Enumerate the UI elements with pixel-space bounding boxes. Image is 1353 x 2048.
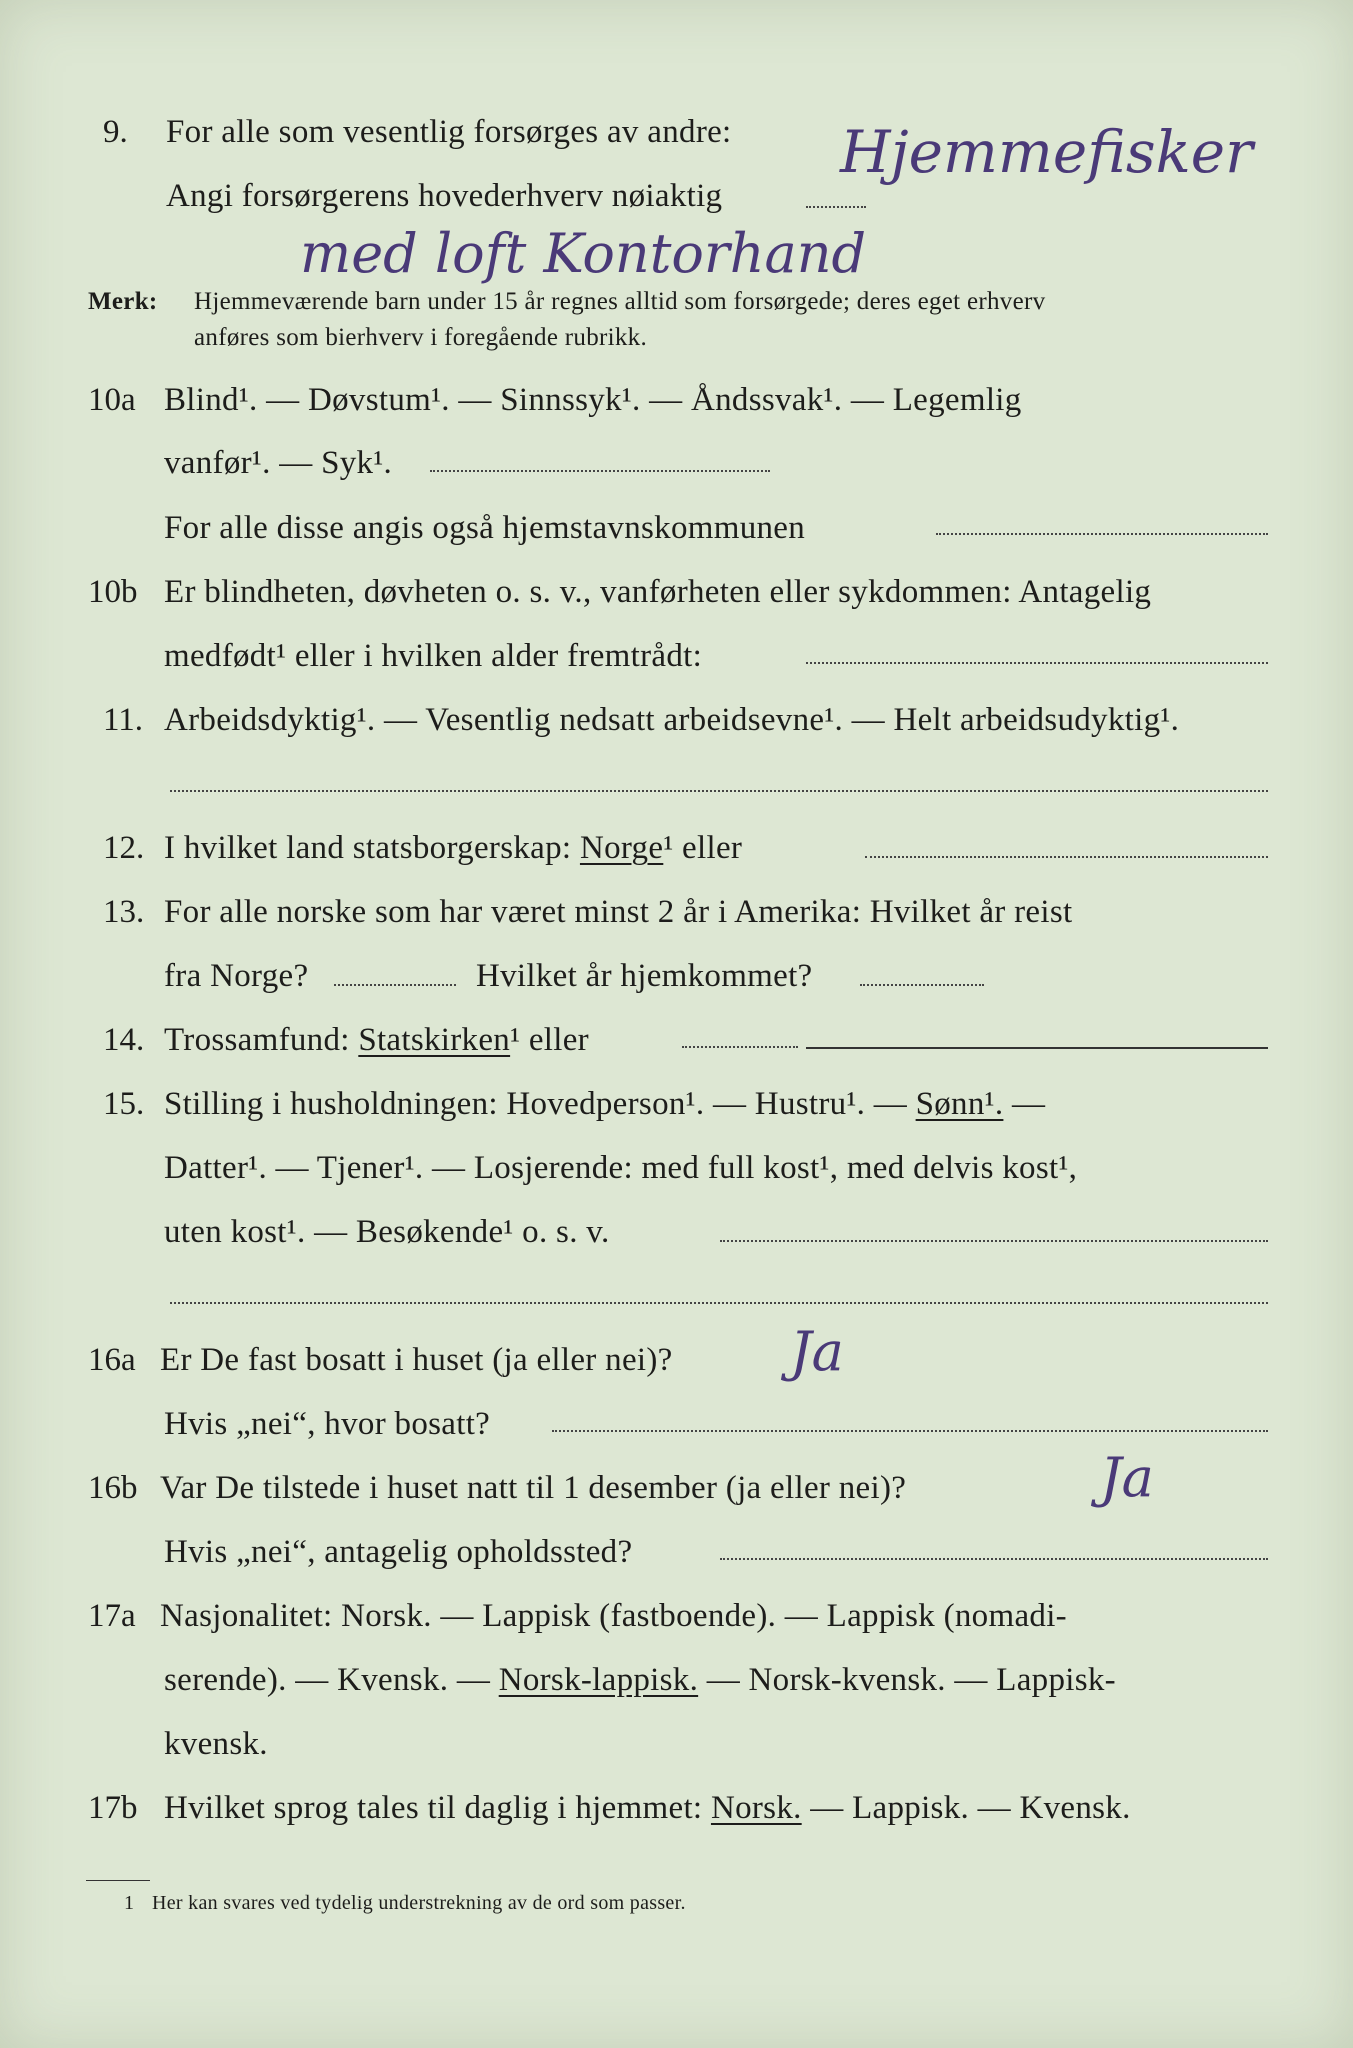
answer-line: [170, 790, 1268, 792]
note-line-1: Hjemmeværende barn under 15 år regnes alltid som forsørgede; deres eget erhverv: [194, 288, 1046, 315]
question-number: 12.: [103, 830, 145, 866]
q17a-line-3: kvensk.: [164, 1726, 268, 1762]
question-number: 17a: [88, 1598, 136, 1634]
q16b-line-1: Var De tilstede i huset natt til 1 desember (ja eller nei)?: [160, 1470, 907, 1506]
answer-line: [865, 856, 1268, 858]
q10a-line-1: Blind¹. — Døvstum¹. — Sinnssyk¹. — Åndssvak¹. — Legemlig: [164, 382, 1022, 418]
q10a-line-2: vanfør¹. — Syk¹.: [164, 445, 393, 481]
answer-line: [430, 470, 770, 472]
q10a-line-3: For alle disse angis også hjemstavnskommunen: [164, 510, 806, 546]
answer-line: [682, 1046, 798, 1048]
answer-line: [806, 1047, 1268, 1049]
note-line-2: anføres som bierhverv i foregående rubrikk.: [194, 324, 648, 351]
handwritten-answer: Ja: [1100, 1446, 1154, 1509]
question-number: 13.: [103, 894, 145, 930]
answer-line: [860, 984, 984, 986]
q16a-line-1: Er De fast bosatt i huset (ja eller nei)?: [160, 1342, 673, 1378]
q17b-suffix: — Lappisk. — Kvensk.: [810, 1790, 1131, 1826]
answer-line: [806, 206, 866, 208]
footnote-mark: 1: [124, 1892, 135, 1914]
question-number: 14.: [103, 1022, 145, 1058]
q9-line-2: Angi forsørgerens hovederhverv nøiaktig: [166, 178, 723, 214]
q17a-line-2: [164, 1660, 1116, 1700]
option-norge: Norge: [579, 830, 664, 866]
q10b-line-2: medfødt¹ eller i hvilken alder fremtrådt:: [164, 638, 703, 674]
q15-line-1: [164, 1084, 1045, 1124]
question-number: 16a: [88, 1342, 136, 1378]
q15-line-1a: Stilling i husholdningen: Hovedperson¹. — Hustru¹. —: [164, 1086, 908, 1122]
answer-line: [806, 662, 1268, 664]
question-number: 16b: [88, 1470, 138, 1506]
q15-line-1b: —: [1011, 1086, 1046, 1122]
q12-suffix: ¹ eller: [663, 830, 743, 866]
q16b-line-2: Hvis „nei“, antagelig opholdssted?: [164, 1534, 633, 1570]
q11-line-1: Arbeidsdyktig¹. — Vesentlig nedsatt arbeidsevne¹. — Helt arbeidsudyktig¹.: [164, 702, 1180, 738]
q17b-prefix: Hvilket sprog tales til daglig i hjemmet:: [164, 1790, 703, 1826]
handwritten-answer: Ja: [790, 1320, 844, 1383]
answer-line: [720, 1240, 1268, 1242]
question-number: 10a: [88, 382, 136, 418]
option-norsk: Norsk.: [710, 1790, 802, 1826]
question-number: 15.: [103, 1086, 145, 1122]
footnote-text: Her kan svares ved tydelig understrekning av de ord som passer.: [152, 1892, 686, 1914]
q12-prefix: I hvilket land statsborgerskap:: [164, 830, 572, 866]
q12-text: [164, 828, 742, 868]
footnote-divider: [86, 1880, 150, 1881]
answer-line: [720, 1558, 1268, 1560]
option-norsk-lappisk: Norsk-lappisk.: [498, 1662, 699, 1698]
q14-suffix: ¹ eller: [510, 1022, 589, 1058]
q16a-line-2: Hvis „nei“, hvor bosatt?: [164, 1406, 491, 1442]
q10b-line-1: Er blindheten, døvheten o. s. v., vanførheten eller sykdommen: Antagelig: [164, 574, 1152, 610]
option-statskirken: Statskirken: [358, 1022, 511, 1058]
q15-line-2: Datter¹. — Tjener¹. — Losjerende: med full kost¹, med delvis kost¹,: [164, 1150, 1078, 1186]
q17a-line-2b: — Norsk-kvensk. — Lappisk-: [706, 1662, 1116, 1698]
note-label: Merk:: [88, 288, 158, 315]
q14-text: [164, 1020, 589, 1060]
question-number: 9.: [103, 114, 128, 150]
question-number: 11.: [103, 702, 144, 738]
question-number: 10b: [88, 574, 138, 610]
q17a-line-1: Nasjonalitet: Norsk. — Lappisk (fastboende). — Lappisk (nomadi-: [160, 1598, 1067, 1634]
q13-line-2b: Hvilket år hjemkommet?: [476, 958, 813, 994]
answer-line: [170, 1302, 1268, 1304]
answer-line: [334, 984, 456, 986]
q14-prefix: Trossamfund:: [164, 1022, 350, 1058]
handwritten-answer: med loft Kontorhand: [300, 222, 867, 285]
answer-line: [552, 1430, 1268, 1432]
q15-line-3: uten kost¹. — Besøkende¹ o. s. v.: [164, 1214, 610, 1250]
q13-line-1: For alle norske som har været minst 2 år i Amerika: Hvilket år reist: [164, 894, 1073, 930]
q17b-text: [164, 1788, 1131, 1828]
q9-line-1: For alle som vesentlig forsørges av andre:: [166, 114, 732, 150]
q17a-line-2a: serende). — Kvensk. —: [164, 1662, 491, 1698]
answer-line: [936, 533, 1268, 535]
question-number: 17b: [88, 1790, 138, 1826]
option-sonn: Sønn¹.: [915, 1086, 1004, 1122]
q13-line-2a: fra Norge?: [164, 958, 309, 994]
handwritten-answer: Hjemmefisker: [840, 118, 1253, 186]
